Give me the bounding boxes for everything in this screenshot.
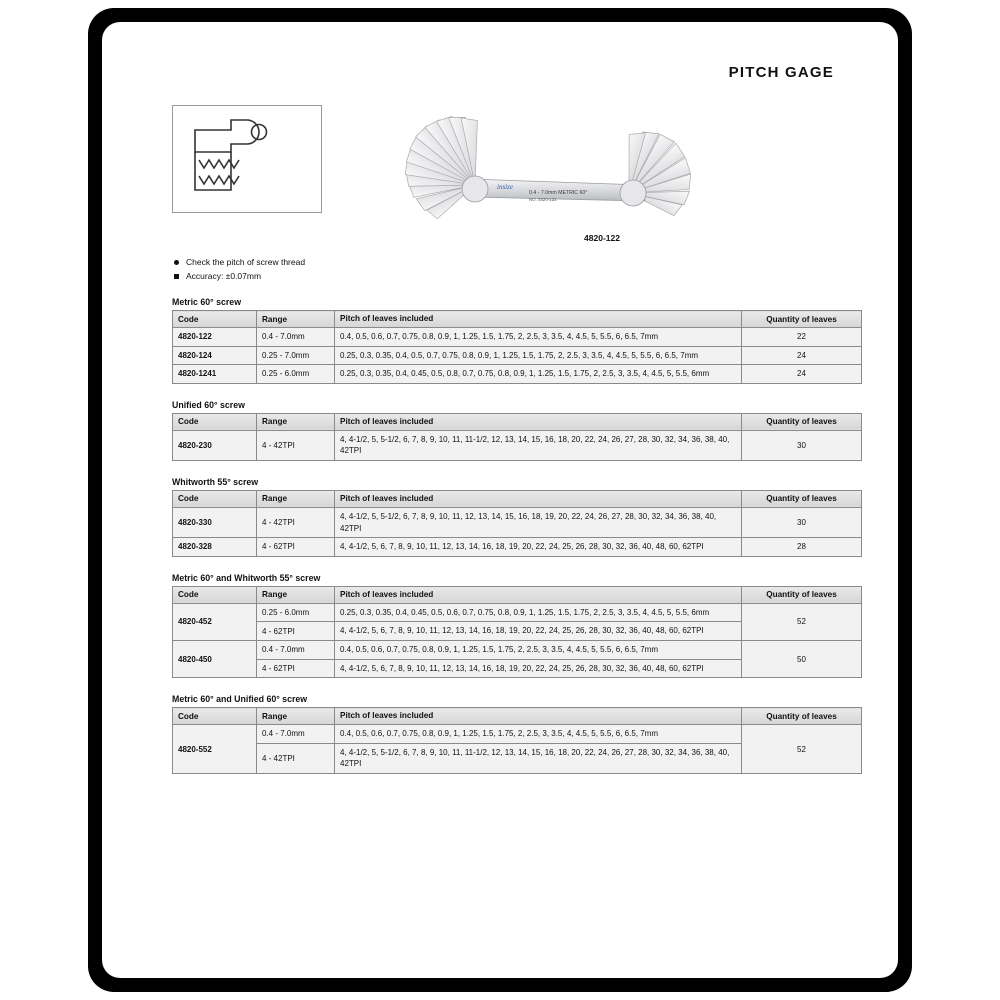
col-pitch: Pitch of leaves included [335, 311, 742, 328]
feature-text: Accuracy: ±0.07mm [186, 271, 262, 281]
cell-pitch: 4, 4-1/2, 5, 5-1/2, 6, 7, 8, 9, 10, 11, 11-1/2, 12, 13, 14, 15, 16, 18, 20, 22, 24, 26, 27, 28, 30, 32, 34, 36, 38, 40, 42TPI [335, 430, 742, 460]
cell-range: 0.4 - 7.0mm [257, 328, 335, 347]
cell-pitch: 4, 4-1/2, 5, 5-1/2, 6, 7, 8, 9, 10, 11, 11-1/2, 12, 13, 14, 15, 16, 18, 20, 22, 24, 26, 27, 28, 30, 32, 34, 36, 38, 40, 42TPI [335, 743, 742, 773]
cell-qty: 24 [742, 365, 862, 384]
section-metric-whitworth [162, 573, 864, 678]
gage-label-line1: 0.4 - 7.0mm METRIC 60° [529, 190, 588, 196]
table-header-row [173, 413, 862, 430]
col-range: Range [257, 708, 335, 725]
cell-qty: 50 [742, 640, 862, 677]
gage-label-line2: NO. 4820-122 [529, 197, 557, 202]
col-qty: Quantity of leaves [742, 311, 862, 328]
section-title: Whitworth 55° screw [172, 476, 259, 487]
table-header-row [173, 311, 862, 328]
table-header-row [173, 586, 862, 603]
table-row [173, 538, 862, 557]
feature-item [174, 271, 864, 281]
cell-range: 4 - 42TPI [257, 430, 335, 460]
cell-code: 4820-124 [173, 346, 257, 365]
table-row [173, 640, 862, 659]
thread-profile-illustration-box [172, 105, 322, 213]
cell-pitch: 0.25, 0.3, 0.35, 0.4, 0.5, 0.7, 0.75, 0.8, 0.9, 1, 1.25, 1.5, 1.75, 2, 2.5, 3, 3.5, 4, 4.5, 5, 5.5, 6, 6.5, 7mm [335, 346, 742, 365]
col-range: Range [257, 586, 335, 603]
cell-qty: 52 [742, 725, 862, 774]
cell-range: 4 - 62TPI [257, 538, 335, 557]
section-title: Metric 60° screw [172, 297, 242, 307]
bullet-dot-icon [174, 260, 179, 265]
spec-table [172, 413, 862, 461]
cell-pitch: 4, 4-1/2, 5, 6, 7, 8, 9, 10, 11, 12, 13, 14, 16, 18, 19, 20, 22, 24, 25, 26, 28, 30, 32, 36, 40, 48, 60, 62TPI [335, 538, 742, 557]
cell-range: 4 - 62TPI [257, 622, 335, 641]
col-pitch: Pitch of leaves included [335, 586, 742, 603]
document-content [102, 22, 898, 978]
cell-pitch: 4, 4-1/2, 5, 5-1/2, 6, 7, 8, 9, 10, 11, 12, 13, 14, 15, 16, 18, 19, 20, 22, 24, 26, 27, 28, 30, 32, 34, 36, 38, 40, 42TPI [335, 507, 742, 537]
table-header-row [173, 490, 862, 507]
col-code: Code [173, 708, 257, 725]
cell-code: 4820-552 [173, 725, 257, 774]
table-row [173, 430, 862, 460]
cell-code: 4820-328 [173, 538, 257, 557]
col-pitch: Pitch of leaves included [335, 413, 742, 430]
cell-qty: 30 [742, 430, 862, 460]
cell-pitch: 4, 4-1/2, 5, 6, 7, 8, 9, 10, 11, 12, 13, 14, 16, 18, 19, 20, 22, 24, 25, 26, 28, 30, 32, 36, 40, 48, 60, 62TPI [335, 659, 742, 678]
cell-pitch: 0.4, 0.5, 0.6, 0.7, 0.75, 0.8, 0.9, 1, 1.25, 1.5, 1.75, 2, 2.5, 3, 3.5, 4, 4.5, 5, 5.5, 6, 6.5, 7mm [335, 725, 742, 744]
product-photo [357, 93, 777, 233]
cell-code: 4820-450 [173, 640, 257, 677]
cell-code: 4820-122 [173, 328, 257, 347]
cell-range: 4 - 42TPI [257, 743, 335, 773]
cell-qty: 24 [742, 346, 862, 365]
cell-range: 0.25 - 6.0mm [257, 603, 335, 622]
cell-pitch: 0.25, 0.3, 0.35, 0.4, 0.45, 0.5, 0.6, 0.7, 0.75, 0.8, 0.9, 1, 1.25, 1.5, 1.75, 2, 2.5, 3, 3.5, 4, 4.5, 5, 5.5, 6mm [335, 603, 742, 622]
section-title: Unified 60° screw [172, 399, 245, 410]
spec-table [172, 707, 862, 774]
cell-qty: 22 [742, 328, 862, 347]
col-qty: Quantity of leaves [742, 490, 862, 507]
table-row [173, 346, 862, 365]
col-code: Code [173, 490, 257, 507]
col-range: Range [257, 413, 335, 430]
spec-table [172, 490, 862, 557]
hero-section [162, 93, 864, 253]
thread-profile-icon [173, 106, 321, 212]
table-row [173, 507, 862, 537]
cell-code: 4820-330 [173, 507, 257, 537]
cell-range: 0.25 - 7.0mm [257, 346, 335, 365]
col-code: Code [173, 586, 257, 603]
cell-range: 0.4 - 7.0mm [257, 725, 335, 744]
feature-item [174, 257, 864, 267]
product-code-caption: 4820-122 [584, 233, 620, 243]
col-qty: Quantity of leaves [742, 413, 862, 430]
section-metric-60 [162, 297, 864, 384]
cell-code: 4820-1241 [173, 365, 257, 384]
feature-list [174, 257, 864, 281]
brand-logo: insize [497, 183, 513, 191]
page-title: PITCH GAGE [728, 64, 834, 81]
cell-range: 0.25 - 6.0mm [257, 365, 335, 384]
col-range: Range [257, 490, 335, 507]
section-unified-60 [162, 400, 864, 461]
cell-pitch: 0.25, 0.3, 0.35, 0.4, 0.45, 0.5, 0.8, 0.7, 0.75, 0.8, 0.9, 1, 1.25, 1.5, 1.75, 2, 2.5, 3, 3.5, 4, 4.5, 5, 5.5, 6mm [335, 365, 742, 384]
col-qty: Quantity of leaves [742, 586, 862, 603]
table-row [173, 603, 862, 622]
col-code: Code [173, 413, 257, 430]
col-pitch: Pitch of leaves included [335, 490, 742, 507]
section-title: Metric 60° and Unified 60° screw [172, 694, 308, 705]
col-range: Range [257, 311, 335, 328]
col-pitch: Pitch of leaves included [335, 708, 742, 725]
cell-pitch: 0.4, 0.5, 0.6, 0.7, 0.75, 0.8, 0.9, 1, 1.25, 1.5, 1.75, 2, 2.5, 3, 3.5, 4, 4.5, 5, 5.5, 6, 6.5, 7mm [335, 328, 742, 347]
spec-table [172, 310, 862, 384]
spec-table [172, 586, 862, 678]
table-row [173, 365, 862, 384]
cell-range: 4 - 62TPI [257, 659, 335, 678]
table-row [173, 725, 862, 744]
bullet-square-icon [174, 274, 179, 279]
cell-qty: 52 [742, 603, 862, 640]
table-row [173, 328, 862, 347]
pitch-gage-photo-icon [357, 93, 777, 233]
cell-code: 4820-230 [173, 430, 257, 460]
cell-code: 4820-452 [173, 603, 257, 640]
section-metric-unified [162, 694, 864, 774]
col-qty: Quantity of leaves [742, 708, 862, 725]
col-code: Code [173, 311, 257, 328]
cell-qty: 30 [742, 507, 862, 537]
section-whitworth-55 [162, 477, 864, 557]
table-header-row [173, 708, 862, 725]
section-title: Metric 60° and Whitworth 55° screw [172, 572, 321, 583]
cell-pitch: 0.4, 0.5, 0.6, 0.7, 0.75, 0.8, 0.9, 1, 1.25, 1.5, 1.75, 2, 2.5, 3, 3.5, 4, 4.5, 5, 5.5, 6, 6.5, 7mm [335, 640, 742, 659]
cell-pitch: 4, 4-1/2, 5, 6, 7, 8, 9, 10, 11, 12, 13, 14, 16, 18, 19, 20, 22, 24, 25, 26, 28, 30, 32, 36, 40, 48, 60, 62TPI [335, 622, 742, 641]
feature-text: Check the pitch of screw thread [186, 257, 306, 267]
cell-range: 4 - 42TPI [257, 507, 335, 537]
cell-range: 0.4 - 7.0mm [257, 640, 335, 659]
cell-qty: 28 [742, 538, 862, 557]
